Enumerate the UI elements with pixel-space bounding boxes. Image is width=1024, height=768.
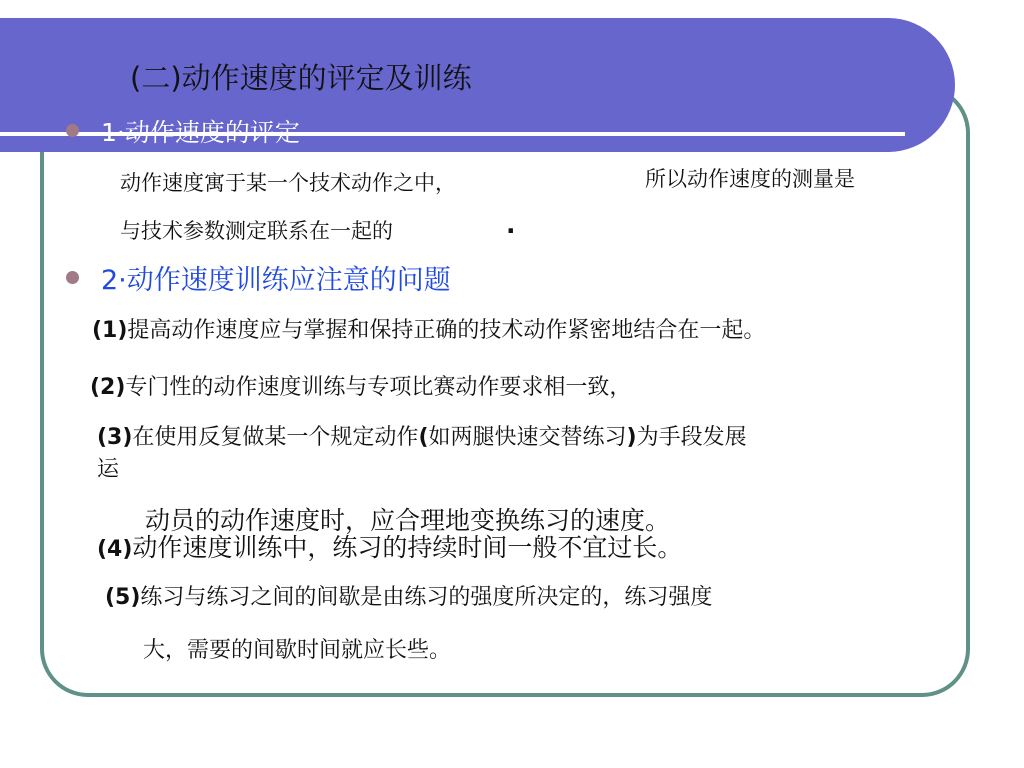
item-number: (3)	[97, 425, 133, 450]
item-5	[105, 580, 712, 611]
bullet-icon	[66, 271, 79, 284]
item-5-continuation: 大，需要的间歇时间就应长些。	[143, 638, 452, 663]
section1-line1a: 动作速度寓于某一个技术动作之中，	[120, 171, 456, 195]
item-4	[97, 528, 682, 564]
item-text: 专门性的动作速度训练与专项比赛动作要求相一致，	[125, 375, 632, 400]
item-paren-open: (	[418, 425, 429, 450]
item-text-mid: 如两腿快速交替练习	[428, 425, 627, 450]
item-number: (4)	[97, 537, 133, 562]
item-number: (1)	[92, 318, 128, 343]
section1-heading: 1·动作速度的评定	[101, 118, 300, 147]
item-text: 提高动作速度应与掌握和保持正确的技术动作紧密地结合在一起。	[127, 318, 766, 343]
item-number: (5)	[105, 585, 141, 610]
section1-line2-period: .	[506, 210, 516, 239]
item-2	[90, 370, 631, 401]
item-text: 练习与练习之间的间歇是由练习的强度所决定的，练习强度	[140, 585, 713, 610]
item-3-continuation: 动员的动作速度时，应合理地变换练习的速度。	[145, 506, 671, 535]
item-paren-close: )	[626, 425, 637, 450]
section1-line2: 与技术参数测定联系在一起的	[120, 219, 393, 243]
item-3	[97, 420, 747, 451]
slide-title: (二)动作速度的评定及训练	[130, 61, 472, 95]
section2-heading: 2·动作速度训练应注意的问题	[101, 265, 451, 296]
item-text-tail: 为手段发展	[636, 425, 747, 450]
item-number: (2)	[90, 375, 126, 400]
item-text: 在使用反复做某一个规定动作	[132, 425, 419, 450]
section1-line1b: 所以动作速度的测量是	[645, 167, 855, 191]
bullet-icon	[66, 124, 79, 137]
item-3-wrap: 运	[97, 457, 120, 482]
item-1	[92, 313, 765, 344]
item-text: 动作速度训练中，练习的持续时间一般不宜过长。	[132, 533, 683, 562]
